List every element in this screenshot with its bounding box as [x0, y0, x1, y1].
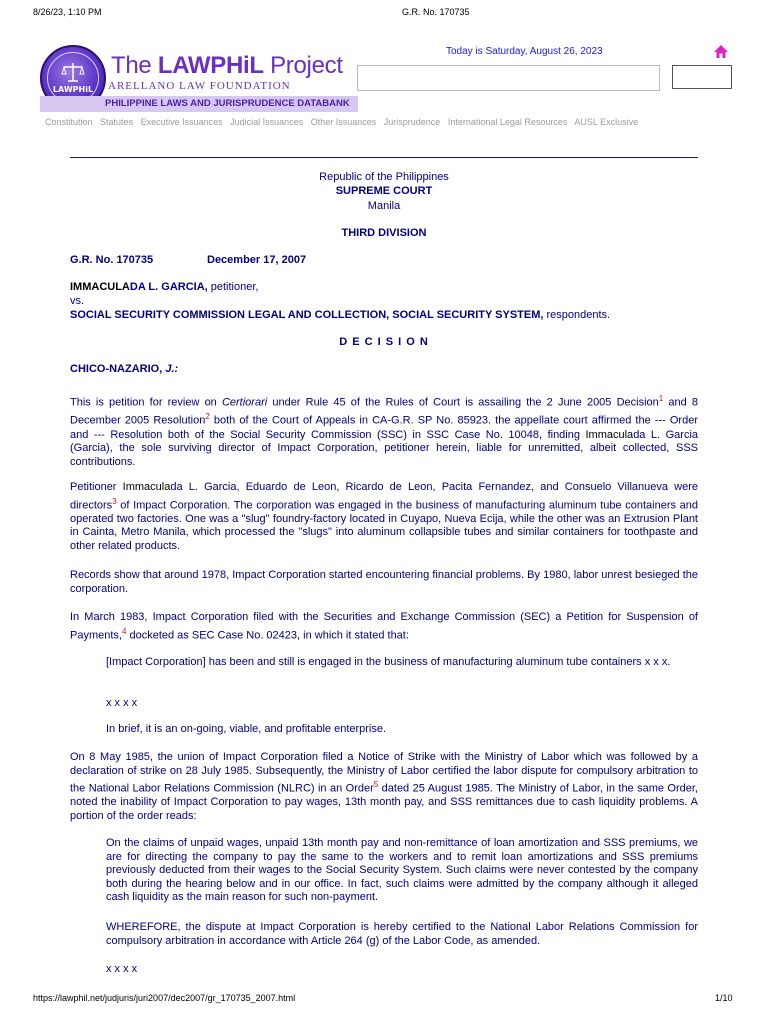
print-footer — [0, 993, 768, 1007]
brand-prefix: The — [111, 52, 158, 79]
republic-line: Republic of the Philippines — [319, 171, 449, 183]
brand-suffix: Project — [263, 52, 343, 79]
p1-certiorari: Certiorari — [221, 396, 268, 409]
p5-text-a: On 8 May 1985, the union of Impact Corporation filed a Notice of Strike with the Ministry of Labor which was followed by a declaration of strike on 28 July 1985. Subsequently, the Ministry of Labor certified the labor dispute for compulsory arbitration to the National Labor Relations Commission (NLRC) in an Order — [70, 751, 698, 795]
print-header — [0, 7, 768, 21]
paragraph-4 — [70, 611, 698, 643]
p2-text-b: Immacula — [122, 481, 171, 493]
paragraph-1 — [70, 392, 698, 469]
search-button[interactable] — [672, 65, 732, 89]
petitioner-role: petitioner, — [207, 281, 259, 293]
nav-international-legal-resources[interactable]: International Legal Resources — [447, 117, 568, 127]
search-input[interactable] — [357, 65, 660, 91]
header-divider — [70, 157, 698, 158]
nav-ausl-exclusive[interactable]: AUSL Exclusive — [574, 117, 639, 127]
p5-text-b: dated 25 August 1985. The Ministry of Labor, in the same Order, noted the inability of Impact Corporation to pay wages, 13th month pay, and SSS remittances due to cash liquidity problems. A portion of the order reads: — [70, 782, 698, 823]
print-title: G.R. No. 170735 — [402, 7, 470, 17]
quote-2: x x x x — [106, 697, 138, 709]
today-date: Today is Saturday, August 26, 2023 — [446, 46, 603, 57]
petitioner-name-a: IMMACULA — [70, 281, 130, 293]
p2-text-c: da L. Garcia, Eduardo de Leon, Ricardo de Leon, Pacita Fernandez, and Consuelo Villanueva were directors — [70, 481, 698, 512]
ponente-line — [70, 363, 178, 375]
petitioner-line — [70, 281, 258, 293]
brand-title[interactable] — [111, 52, 343, 80]
scale-icon — [61, 61, 85, 83]
respondents-role: respondents. — [543, 309, 611, 321]
respondents-line — [70, 309, 610, 321]
quote-6: x x x x — [106, 963, 138, 975]
paragraph-2 — [70, 481, 698, 554]
quote-4: On the claims of unpaid wages, unpaid 13th month pay and non-remittance of loan amortization and SSS premiums, we are for directing the company to pay the same to the workers and to remit loan amortizations and SSS premiums previously deducted from their wages to the Social Security System. Such claims were never contested by the company both during the hearing below and in our office. In fact, such claims were admitted by the company although it alleged cash liquidity as the main reason for such non-payment. — [106, 837, 698, 904]
quote-1: [Impact Corporation] has been and still is engaged in the business of manufacturing aluminum tube containers x x x. — [106, 656, 671, 668]
nav-jurisprudence[interactable]: Jurisprudence — [383, 117, 441, 127]
seal-text: LAWPHiL — [52, 85, 94, 94]
nav-executive-issuances[interactable]: Executive Issuances — [140, 117, 223, 127]
footnote-link-3[interactable]: 3 — [112, 496, 117, 506]
quote-3: In brief, it is an on-going, viable, and profitable enterprise. — [106, 723, 387, 735]
court-city: Manila — [367, 200, 401, 212]
footnote-link-5[interactable]: 5 — [373, 780, 379, 790]
decision-heading: D E C I S I O N — [339, 336, 429, 348]
gr-number: G.R. No. 170735 — [70, 254, 154, 266]
footnote-link-4[interactable]: 4 — [121, 626, 127, 636]
p2-text-a: Petitioner — [70, 481, 123, 493]
court-name: SUPREME COURT — [335, 185, 433, 197]
versus: vs. — [70, 295, 85, 307]
main-nav — [45, 117, 643, 127]
nav-constitution[interactable]: Constitution — [45, 117, 93, 127]
brand-org: ARELLANO LAW FOUNDATION — [108, 80, 291, 92]
respondents-name: SOCIAL SECURITY COMMISSION LEGAL AND COLLECTION, SOCIAL SECURITY SYSTEM, — [70, 309, 544, 321]
paragraph-5 — [70, 751, 698, 824]
nav-other-issuances[interactable]: Other Issuances — [310, 117, 377, 127]
p1-text-d: and 8 December 2005 Resolution — [70, 396, 698, 427]
decision-date: December 17, 2007 — [207, 254, 307, 266]
p4-text-b: docketed as SEC Case No. 02423, in which it stated that: — [126, 629, 409, 642]
paragraph-3: Records show that around 1978, Impact Corporation started encountering financial problems. By 1980, labor unrest besieged the corporation. — [70, 569, 698, 595]
p1-text-f: Immacula — [585, 428, 634, 441]
p4-text-a: In March 1983, Impact Corporation filed with the Securities and Exchange Commission (SEC) a Petition for Suspension of Payments, — [70, 611, 698, 642]
p1-text-a: This is petition for review on — [70, 396, 222, 409]
p2-text-d: of Impact Corporation. The corporation was engaged in the business of manufacturing aluminum tube containers and operated two factories. One was a "slug" foundry-factory located in Cuyapo, Nueva Ecija, while the other was an Extrusion Plant in Cainta, Metro Manila, which processed the "slugs" into aluminum collapsible tubes and similar containers for toothpaste and other related products. — [70, 499, 698, 553]
petitioner-name-b: DA L. GARCIA, — [129, 281, 208, 293]
brand-tagline-strip — [40, 96, 358, 112]
print-page-number: 1/10 — [715, 993, 733, 1003]
nav-judicial-issuances[interactable]: Judicial Issuances — [230, 117, 304, 127]
footnote-link-1[interactable]: 1 — [658, 394, 664, 403]
p1-text-c: under Rule 45 of the Rules of Court is assailing the 2 June 2005 Decision — [267, 396, 659, 409]
footnote-link-2[interactable]: 2 — [205, 412, 210, 422]
print-timestamp: 8/26/23, 1:10 PM — [33, 7, 102, 17]
division-name: THIRD DIVISION — [341, 227, 427, 239]
p1-text-g: da L. Garcia (Garcia), the sole surviving director of Impact Corporation, petitioner herein, liable for unremitted, albeit collected, SSS contributions. — [70, 428, 699, 468]
home-icon[interactable] — [713, 44, 729, 60]
brand-name: LAWPHiL — [157, 52, 264, 79]
print-url: https://lawphil.net/judjuris/juri2007/dec2007/gr_170735_2007.html — [33, 993, 296, 1003]
nav-statutes[interactable]: Statutes — [100, 117, 134, 127]
ponente-j: J.: — [162, 363, 179, 375]
p1-text-e: both of the Court of Appeals in CA-G.R. SP No. 85923. the appellate court affirmed the --- Order and --- Resolution both of the Social Security Commission (SSC) in SSC Case No. 10048, finding — [70, 414, 698, 441]
brand-tagline: PHILIPPINE LAWS AND JURISPRUDENCE DATABANK — [105, 98, 350, 109]
ponente-name: CHICO-NAZARIO, — [70, 363, 163, 375]
quote-5: WHEREFORE, the dispute at Impact Corporation is hereby certified to the National Labor Relations Commission for compulsory arbitration in accordance with Article 264 (g) of the Labor Code, as amended. — [106, 921, 698, 947]
